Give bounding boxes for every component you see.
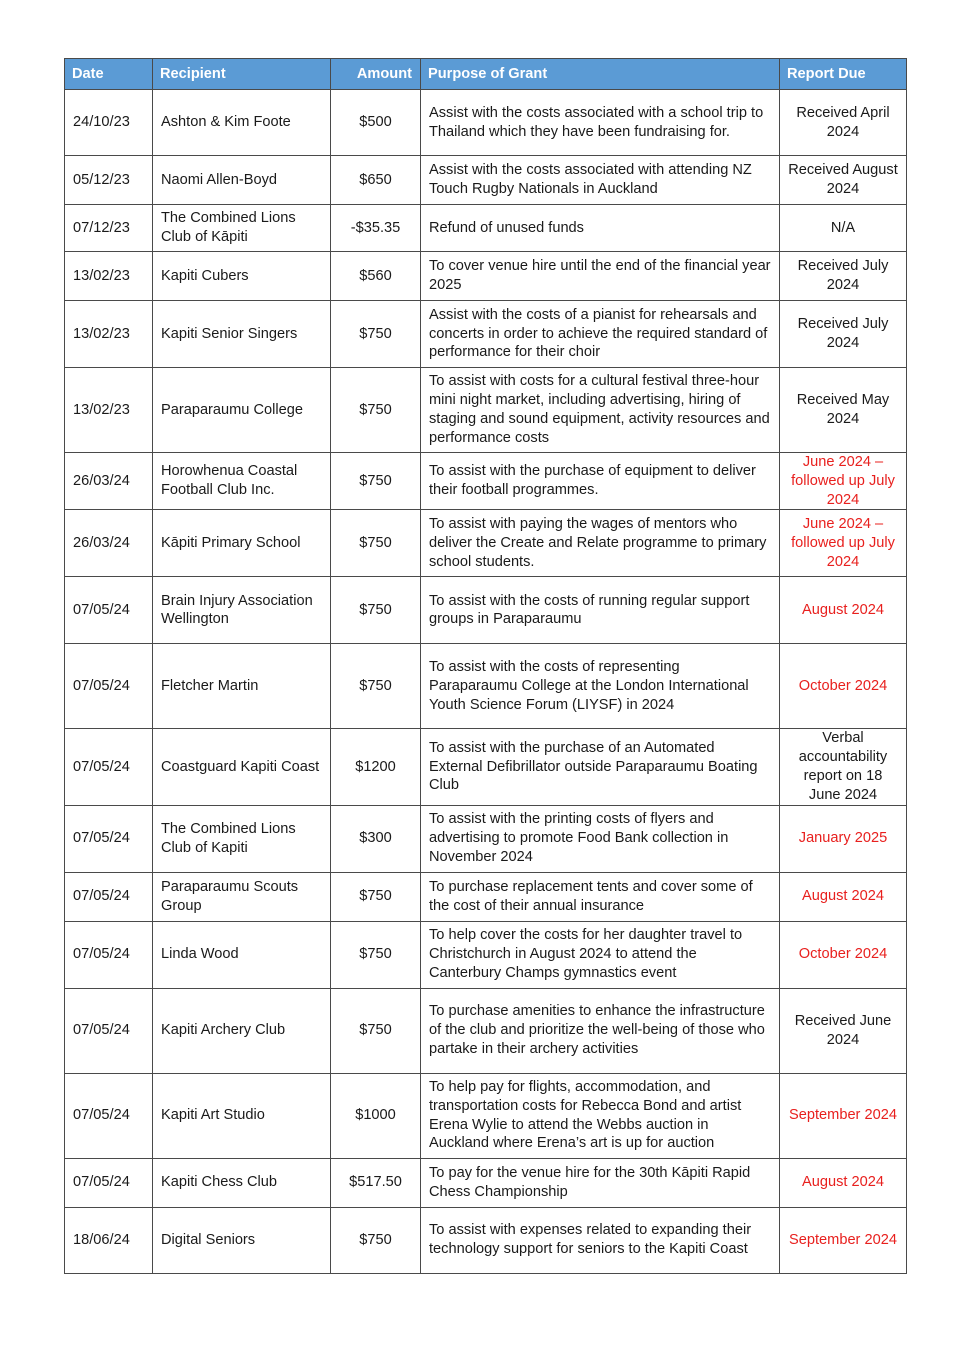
cell-date: 26/03/24 — [65, 453, 153, 510]
table-body — [65, 90, 907, 1274]
cell-amount: $750 — [331, 644, 421, 729]
cell-report-due: Verbal accountability report on 18 June 2024 — [780, 729, 907, 805]
cell-date: 07/05/24 — [65, 644, 153, 729]
table-row — [65, 368, 907, 453]
table-row — [65, 205, 907, 252]
cell-amount: $1000 — [331, 1073, 421, 1158]
header-date: Date — [65, 59, 153, 90]
cell-recipient: Kapiti Cubers — [153, 252, 331, 301]
cell-purpose: To help pay for flights, accommodation, and transportation costs for Rebecca Bond and artist Erena Wylie to attend the Webbs auction in Auckland where Erena’s art is up for auction — [421, 1073, 780, 1158]
header-purpose: Purpose of Grant — [421, 59, 780, 90]
cell-amount: $750 — [331, 577, 421, 644]
table-row — [65, 644, 907, 729]
table-row — [65, 252, 907, 301]
cell-amount: $750 — [331, 368, 421, 453]
cell-purpose: Refund of unused funds — [421, 205, 780, 252]
cell-purpose: To assist with the purchase of equipment to deliver their football programmes. — [421, 453, 780, 510]
cell-date: 07/05/24 — [65, 921, 153, 988]
cell-date: 07/05/24 — [65, 805, 153, 872]
cell-date: 07/05/24 — [65, 729, 153, 805]
cell-purpose: To purchase amenities to enhance the infrastructure of the club and prioritize the well-being of those who partake in their archery activities — [421, 988, 780, 1073]
cell-report-due: Received August 2024 — [780, 156, 907, 205]
cell-amount: $560 — [331, 252, 421, 301]
table-row — [65, 872, 907, 921]
cell-recipient: Kāpiti Primary School — [153, 510, 331, 577]
cell-amount: $750 — [331, 872, 421, 921]
cell-recipient: Coastguard Kapiti Coast — [153, 729, 331, 805]
cell-amount: -$35.35 — [331, 205, 421, 252]
cell-date: 07/05/24 — [65, 988, 153, 1073]
cell-recipient: Naomi Allen-Boyd — [153, 156, 331, 205]
cell-date: 07/05/24 — [65, 1158, 153, 1207]
cell-date: 07/05/24 — [65, 577, 153, 644]
cell-purpose: To purchase replacement tents and cover some of the cost of their annual insurance — [421, 872, 780, 921]
cell-recipient: Kapiti Senior Singers — [153, 301, 331, 368]
cell-report-due: October 2024 — [780, 921, 907, 988]
cell-date: 13/02/23 — [65, 301, 153, 368]
cell-recipient: Horowhenua Coastal Football Club Inc. — [153, 453, 331, 510]
cell-report-due: Received July 2024 — [780, 252, 907, 301]
cell-date: 07/12/23 — [65, 205, 153, 252]
cell-recipient: Paraparaumu College — [153, 368, 331, 453]
cell-date: 24/10/23 — [65, 90, 153, 156]
cell-purpose: To assist with the costs of running regular support groups in Paraparaumu — [421, 577, 780, 644]
cell-purpose: To assist with paying the wages of mentors who deliver the Create and Relate programme to primary school students. — [421, 510, 780, 577]
table-row — [65, 453, 907, 510]
table-header — [65, 59, 907, 90]
cell-recipient: Kapiti Art Studio — [153, 1073, 331, 1158]
cell-date: 26/03/24 — [65, 510, 153, 577]
table-row — [65, 1207, 907, 1273]
cell-purpose: To pay for the venue hire for the 30th Kāpiti Rapid Chess Championship — [421, 1158, 780, 1207]
cell-recipient: The Combined Lions Club of Kapiti — [153, 805, 331, 872]
cell-recipient: Linda Wood — [153, 921, 331, 988]
cell-purpose: Assist with the costs associated with attending NZ Touch Rugby Nationals in Auckland — [421, 156, 780, 205]
table-row — [65, 1158, 907, 1207]
cell-recipient: Fletcher Martin — [153, 644, 331, 729]
cell-date: 13/02/23 — [65, 252, 153, 301]
header-report-due: Report Due — [780, 59, 907, 90]
grants-table — [64, 58, 907, 1274]
cell-purpose: Assist with the costs associated with a school trip to Thailand which they have been fundraising for. — [421, 90, 780, 156]
table-row — [65, 729, 907, 805]
cell-date: 18/06/24 — [65, 1207, 153, 1273]
cell-amount: $1200 — [331, 729, 421, 805]
header-amount: Amount — [331, 59, 421, 90]
cell-amount: $750 — [331, 1207, 421, 1273]
cell-purpose: Assist with the costs of a pianist for rehearsals and concerts in order to achieve the required standard of performance for their choir — [421, 301, 780, 368]
table-row — [65, 577, 907, 644]
cell-recipient: Paraparaumu Scouts Group — [153, 872, 331, 921]
cell-report-due: June 2024 – followed up July 2024 — [780, 453, 907, 510]
cell-purpose: To help cover the costs for her daughter travel to Christchurch in August 2024 to attend the Canterbury Champs gymnastics event — [421, 921, 780, 988]
cell-purpose: To cover venue hire until the end of the financial year 2025 — [421, 252, 780, 301]
cell-date: 05/12/23 — [65, 156, 153, 205]
cell-recipient: Brain Injury Association Wellington — [153, 577, 331, 644]
cell-report-due: September 2024 — [780, 1207, 907, 1273]
cell-amount: $750 — [331, 988, 421, 1073]
table-row — [65, 921, 907, 988]
cell-purpose: To assist with expenses related to expanding their technology support for seniors to the Kapiti Coast — [421, 1207, 780, 1273]
cell-date: 13/02/23 — [65, 368, 153, 453]
cell-amount: $750 — [331, 921, 421, 988]
table-row — [65, 156, 907, 205]
cell-amount: $750 — [331, 510, 421, 577]
table-row — [65, 805, 907, 872]
cell-amount: $517.50 — [331, 1158, 421, 1207]
cell-report-due: August 2024 — [780, 1158, 907, 1207]
table-row — [65, 1073, 907, 1158]
cell-report-due: Received May 2024 — [780, 368, 907, 453]
cell-date: 07/05/24 — [65, 1073, 153, 1158]
cell-report-due: N/A — [780, 205, 907, 252]
cell-amount: $750 — [331, 301, 421, 368]
cell-recipient: The Combined Lions Club of Kāpiti — [153, 205, 331, 252]
cell-report-due: January 2025 — [780, 805, 907, 872]
cell-recipient: Digital Seniors — [153, 1207, 331, 1273]
table-row — [65, 988, 907, 1073]
cell-purpose: To assist with costs for a cultural festival three-hour mini night market, including advertising, hiring of staging and sound equipment, activity resources and performance costs — [421, 368, 780, 453]
cell-amount: $750 — [331, 453, 421, 510]
cell-report-due: August 2024 — [780, 872, 907, 921]
table-row — [65, 510, 907, 577]
cell-report-due: June 2024 – followed up July 2024 — [780, 510, 907, 577]
cell-report-due: Received June 2024 — [780, 988, 907, 1073]
cell-report-due: August 2024 — [780, 577, 907, 644]
cell-amount: $650 — [331, 156, 421, 205]
cell-recipient: Kapiti Chess Club — [153, 1158, 331, 1207]
cell-date: 07/05/24 — [65, 872, 153, 921]
header-recipient: Recipient — [153, 59, 331, 90]
table-row — [65, 90, 907, 156]
table-row — [65, 301, 907, 368]
cell-recipient: Kapiti Archery Club — [153, 988, 331, 1073]
cell-purpose: To assist with the printing costs of flyers and advertising to promote Food Bank collection in November 2024 — [421, 805, 780, 872]
cell-purpose: To assist with the purchase of an Automated External Defibrillator outside Paraparaumu Boating Club — [421, 729, 780, 805]
cell-report-due: Received July 2024 — [780, 301, 907, 368]
header-row — [65, 59, 907, 90]
cell-report-due: Received April 2024 — [780, 90, 907, 156]
cell-recipient: Ashton & Kim Foote — [153, 90, 331, 156]
cell-amount: $500 — [331, 90, 421, 156]
cell-report-due: October 2024 — [780, 644, 907, 729]
cell-purpose: To assist with the costs of representing Paraparaumu College at the London International Youth Science Forum (LIYSF) in 2024 — [421, 644, 780, 729]
cell-report-due: September 2024 — [780, 1073, 907, 1158]
cell-amount: $300 — [331, 805, 421, 872]
